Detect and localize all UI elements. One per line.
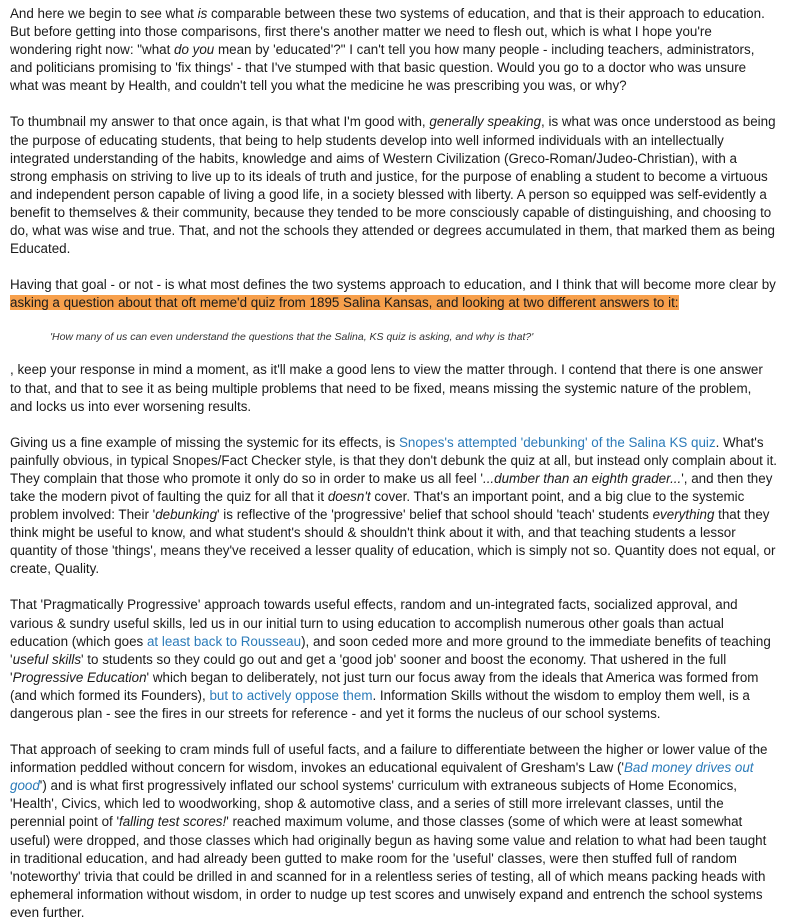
text-span: comparable between these two systems of education, and that is their approach to education. But before getting into those comparisons, first there's another matter we need to flesh out, which is what I hope you're wondering right now: "what xyxy=(10,6,765,58)
paragraph-4 xyxy=(10,361,777,415)
text-span: ' is reflective of the 'progressive' belief that school should 'teach' students xyxy=(217,507,653,523)
emphasis: doesn't xyxy=(327,488,371,504)
text-span: . What's painfully obvious, in typical Snopes/Fact Checker style, is that they don't debunk the quiz at all, but instead only complain about it. They complain that those who promote it only do so in order to make us all feel ' xyxy=(10,434,778,486)
text-span: To thumbnail my answer to that once again, is that what I'm good with, xyxy=(10,114,430,130)
emphasis: generally speaking xyxy=(429,114,542,130)
block-quote: 'How many of us can even understand the questions that the Salina, KS quiz is asking, and why is that?' xyxy=(50,331,534,344)
text-span: , is what was once understood as being the purpose of educating students, that being to help students develop into well informed individuals with an intellectually integrated understanding of the habits, knowledge and aims of Western Civilization (Greco-Roman/Judeo-Christian), with a strong emphasis on striving to live up to its ideals of truth and justice, for the purpose of enabling a student to become a virtuous and independent person capable of living a good life, in a society blessed with liberty. A person so equipped was self-evidently a benefit to themselves & their community, because they tended to be more consciously capable of distinguishing, and choosing to do, what was wise and true. That, and not the schools they attended or degrees accumulated in them, that marked them as being Educated. xyxy=(10,114,776,257)
text-span: ') and is what first progressively inflated our school systems' curriculum with extraneous subjects of Home Economics, 'Health', Civics, which led to woodworking, shop & automotive class, and a series of still more irrelevant classes, until the perennial point of ' xyxy=(10,778,738,830)
emphasis: falling test scores! xyxy=(119,814,227,830)
text-span: ', and then they take the modern pivot of faulting the quiz for all that it xyxy=(10,470,773,504)
highlighted-text: asking a question about that oft meme'd quiz from 1895 Salina Kansas, and looking at two different answers to it: xyxy=(10,295,679,311)
actively-oppose-link[interactable]: but to actively oppose them xyxy=(209,687,373,703)
text-span: Giving us a fine example of missing the systemic for its effects, is xyxy=(10,434,399,450)
emphasis: everything xyxy=(652,507,715,523)
text-span: mean by 'educated'?" I can't tell you how many people - including teachers, administrators, and politicians promising to 'fix things' - that I've stumped with that basic question. Would you go to a doctor who was unsure what was meant by Health, and couldn't tell you what the medicine he was prescribing you was, or why? xyxy=(10,42,755,94)
paragraph-6 xyxy=(10,596,777,723)
text-span: That 'Pragmatically Progressive' approach towards useful effects, random and un-integrated facts, socialized approval, and various & sundry useful skills, led us in our initial turn to using education to accomplish numerous other goals than actual education (which goes xyxy=(10,597,738,649)
text-span: That approach of seeking to cram minds full of useful facts, and a failure to differentiate between the higher or lower value of the information peddled without concern for wisdom, invokes an educational equivalent of Gresham's Law (' xyxy=(10,742,768,776)
emphasis: is xyxy=(197,6,208,21)
text-span: cover. That's an important point, and a big clue to the systemic problem involved: Their ' xyxy=(10,488,745,523)
text-span: , keep your response in mind a moment, as it'll make a good lens to view the matter through. I contend that there is one answer to that, and that to see it as being multiple problems that need to be fixed, means missing the systemic nature of the problem, and locks us into ever worsening results. xyxy=(10,362,763,414)
text-span: ), and soon ceded more and more ground to the immediate benefits of teaching ' xyxy=(10,633,771,667)
emphasis: useful skills xyxy=(12,651,82,667)
text-span: that they think might be useful to know, and what student's should & shouldn't think about it with, and that teaching students a lessor quantity of those 'things', means they've received a lesser quality of education, which is simply not so. Quantity does not equal, or create, Quality. xyxy=(10,507,776,577)
rousseau-link[interactable]: at least back to Rousseau xyxy=(146,633,302,649)
text-span: . Information Skills without the wisdom to employ them well, is a dangerous plan - see the fires in our streets for reference - and yet it forms the nucleus of our school systems. xyxy=(10,687,750,721)
snopes-debunking-link[interactable]: Snopes's attempted 'debunking' of the Salina KS quiz xyxy=(398,434,716,450)
paragraph-3 xyxy=(10,276,777,312)
text-span: Having that goal - or not - is what most defines the two systems approach to education, and I think that will become more clear by xyxy=(10,277,776,293)
text-span: ' to students so they could go out and get a 'good job' sooner and boost the economy. That ushered in the full ' xyxy=(10,651,727,685)
emphasis: do you xyxy=(174,42,215,58)
paragraph-7 xyxy=(10,741,777,922)
paragraph-1 xyxy=(10,5,777,95)
text-span: ' reached maximum volume, and those classes (some of which were at least somewhat useful) were dropped, and those classes which had originally begun as having some value and relation to what had been taught in traditional education, and had already been gutted to make room for the 'useful' classes, were then stuffed full of random 'noteworthy' trivia that could be drilled in and scanned for in a relentless series of testing, all of which means packing heads with ephemeral information without wisdom, in order to nudge up test scores and unwisely expand and entrench the school systems even further. xyxy=(10,814,767,920)
text-span: And here we begin to see what xyxy=(10,6,198,21)
text-span: ' which began to deliberately, not just turn our focus away from the ideals that America was formed from (and which formed its Founders), xyxy=(10,669,759,703)
emphasis: Progressive Education xyxy=(12,669,147,685)
emphasis: debunking xyxy=(155,507,218,523)
bad-money-link[interactable]: Bad money drives out good xyxy=(10,760,754,794)
paragraph-2 xyxy=(10,113,777,258)
emphasis: ...dumber than an eighth grader... xyxy=(482,470,682,486)
paragraph-5 xyxy=(10,434,777,579)
